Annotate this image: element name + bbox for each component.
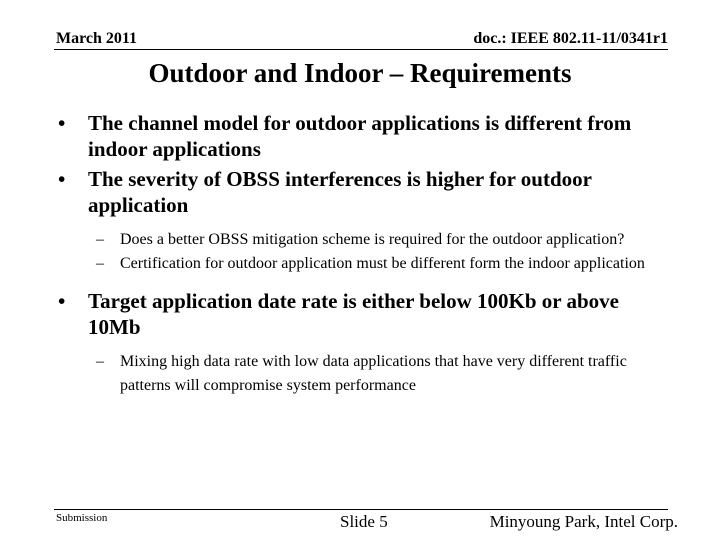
header-divider xyxy=(54,49,668,50)
sub-bullet-item xyxy=(56,350,676,398)
slide-body xyxy=(56,110,676,398)
footer-divider xyxy=(54,509,668,510)
footer-submission: Submission xyxy=(56,512,108,524)
sub-bullet-marker: – xyxy=(96,231,104,248)
bullet-marker: • xyxy=(58,289,66,313)
bullet-text: The severity of OBSS interferences is higher for outdoor application xyxy=(88,167,592,217)
bullet-text: Target application date rate is either below 100Kb or above 10Mb xyxy=(88,289,619,339)
sub-bullet-marker: – xyxy=(96,353,104,370)
header-doc-id: doc.: IEEE 802.11-11/0341r1 xyxy=(473,30,668,47)
bullet-item xyxy=(56,288,676,340)
bullet-marker: • xyxy=(58,167,66,191)
sub-bullet-marker: – xyxy=(96,255,104,272)
slide-title: Outdoor and Indoor – Requirements xyxy=(148,58,572,88)
bullet-text: The channel model for outdoor applications is different from indoor applications xyxy=(88,111,632,161)
header-date: March 2011 xyxy=(56,30,138,47)
sub-bullet-item xyxy=(56,252,676,276)
bullet-item xyxy=(56,166,676,218)
sub-bullet-item xyxy=(56,228,676,252)
bullet-marker: • xyxy=(58,111,66,135)
sub-bullet-text: Certification for outdoor application must be different form the indoor application xyxy=(120,255,645,272)
sub-bullet-text: Mixing high data rate with low data applications that have very different traffic patterns will compromise system performance xyxy=(120,353,627,394)
sub-bullet-text: Does a better OBSS mitigation scheme is required for the outdoor application? xyxy=(120,231,625,248)
footer-author: Minyoung Park, Intel Corp. xyxy=(489,512,678,531)
footer-slide-number: Slide 5 xyxy=(340,512,388,531)
bullet-item xyxy=(56,110,676,162)
